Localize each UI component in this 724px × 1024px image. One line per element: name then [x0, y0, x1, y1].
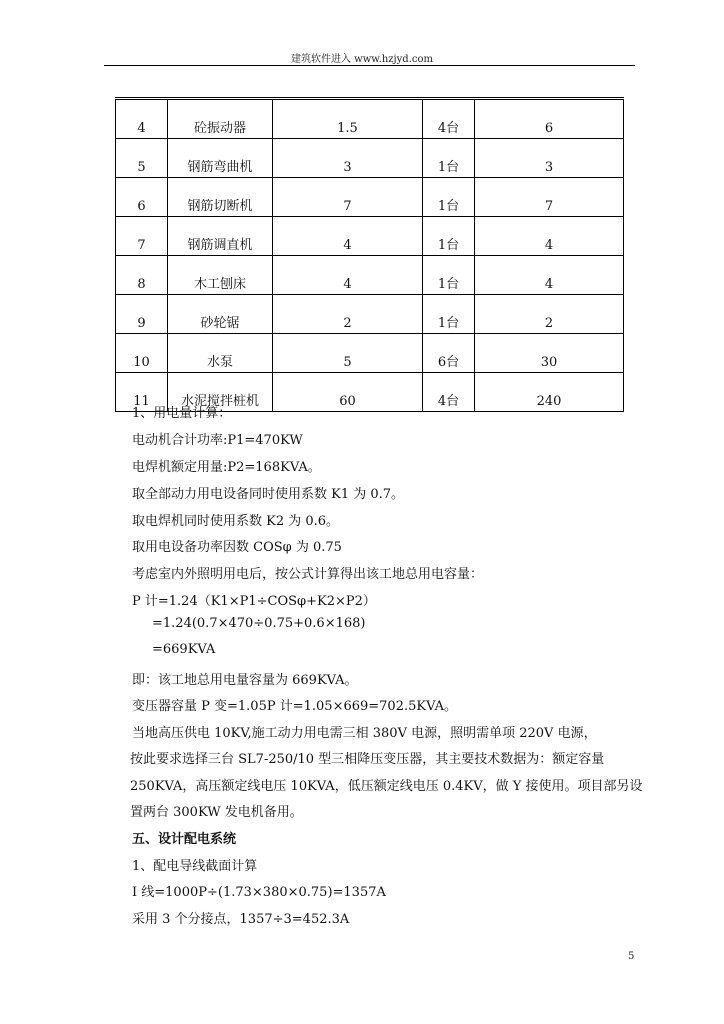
table-cell-total: 3	[475, 139, 624, 178]
text-line: 考虑室内外照明用电后，按公式计算得出该工地总用电容量：	[132, 567, 484, 582]
table-cell-name: 木工刨床	[168, 256, 273, 295]
formula-line: =669KVA	[152, 642, 216, 657]
table-row	[116, 139, 624, 178]
table-row	[116, 256, 624, 295]
paragraph-line: 按此要求选择三台 SL7-250/10 型三相降压变压器，其主要技术数据为：额定容量	[130, 752, 605, 767]
page-header: 建筑软件进入 www.hzjyd.com	[291, 54, 433, 65]
table-cell-total: 7	[475, 178, 624, 217]
paragraph-line: 250KVA，高压额定线电压 10KVA，低压额定线电压 0.4KV，做 Y 接使用。项目部另设	[130, 779, 643, 794]
table-cell-no: 5	[116, 139, 168, 178]
section-heading: 五、设计配电系统	[132, 832, 237, 847]
text-line: 取用电设备功率因数 COSφ 为 0.75	[132, 540, 342, 555]
table-cell-no: 10	[116, 334, 168, 373]
table-cell-no: 7	[116, 217, 168, 256]
formula-line: =1.24(0.7×470÷0.75+0.6×168)	[152, 616, 366, 631]
table-row	[116, 295, 624, 334]
table-cell-power: 4	[273, 217, 423, 256]
table-cell-qty: 1台	[423, 295, 475, 334]
table-cell-qty: 1台	[423, 178, 475, 217]
table-cell-qty: 1台	[423, 217, 475, 256]
text-line: 1、用电量计算：	[132, 406, 232, 421]
table-cell-power: 3	[273, 139, 423, 178]
table-cell-qty: 4台	[423, 373, 475, 412]
page-number: 5	[628, 951, 635, 962]
table-cell-qty: 6台	[423, 334, 475, 373]
text-line: 变压器容量 P 变=1.05P 计=1.05×669=702.5KVA。	[132, 699, 457, 714]
table-cell-no: 6	[116, 178, 168, 217]
table-cell-total: 30	[475, 334, 624, 373]
table-cell-power: 1.5	[273, 99, 423, 139]
text-line: 取电焊机同时使用系数 K2 为 0.6。	[132, 514, 340, 529]
text-line: 电动机合计功率:P1=470KW	[132, 433, 303, 448]
table-cell-no: 4	[116, 99, 168, 139]
text-line: 1、配电导线截面计算	[132, 859, 258, 874]
table-cell-total: 4	[475, 217, 624, 256]
table-cell-name: 钢筋切断机	[168, 178, 273, 217]
table-cell-power: 4	[273, 256, 423, 295]
table-cell-power: 5	[273, 334, 423, 373]
table-cell-qty: 4台	[423, 99, 475, 139]
formula-line: P 计=1.24（K1×P1÷COSφ+K2×P2）	[132, 594, 376, 609]
table-cell-no: 9	[116, 295, 168, 334]
table-cell-power: 7	[273, 178, 423, 217]
table-row	[116, 217, 624, 256]
table-cell-name: 砼振动器	[168, 99, 273, 139]
header-rule	[104, 65, 635, 66]
table-cell-power: 60	[273, 373, 423, 412]
table-cell-name: 钢筋调直机	[168, 217, 273, 256]
table-cell-name: 水泥搅拌桩机	[168, 373, 273, 412]
text-line: 电焊机额定用量:P2=168KVA。	[132, 460, 321, 475]
table-cell-power: 2	[273, 295, 423, 334]
table-cell-no: 8	[116, 256, 168, 295]
table-cell-total: 6	[475, 99, 624, 139]
table-cell-name: 水泵	[168, 334, 273, 373]
table-cell-total: 4	[475, 256, 624, 295]
text-line: 采用 3 个分接点，1357÷3=452.3A	[132, 912, 350, 927]
equipment-table	[115, 97, 624, 412]
table-row	[116, 99, 624, 139]
formula-line: I 线=1000P÷(1.73×380×0.75)=1357A	[132, 885, 386, 900]
text-line: 取全部动力用电设备同时使用系数 K1 为 0.7。	[132, 487, 405, 502]
paragraph-line: 当地高压供电 10KV,施工动力用电需三相 380V 电源，照明需单项 220V 电源，	[132, 726, 597, 741]
table-row	[116, 178, 624, 217]
table-row	[116, 334, 624, 373]
table-cell-total: 2	[475, 295, 624, 334]
table-cell-name: 钢筋弯曲机	[168, 139, 273, 178]
table-cell-no: 11	[116, 373, 168, 412]
table-cell-total: 240	[475, 373, 624, 412]
text-line: 即：该工地总用电量容量为 669KVA。	[132, 673, 358, 688]
table-cell-name: 砂轮锯	[168, 295, 273, 334]
table-cell-qty: 1台	[423, 139, 475, 178]
paragraph-line: 置两台 300KW 发电机备用。	[130, 805, 303, 820]
table-cell-qty: 1台	[423, 256, 475, 295]
